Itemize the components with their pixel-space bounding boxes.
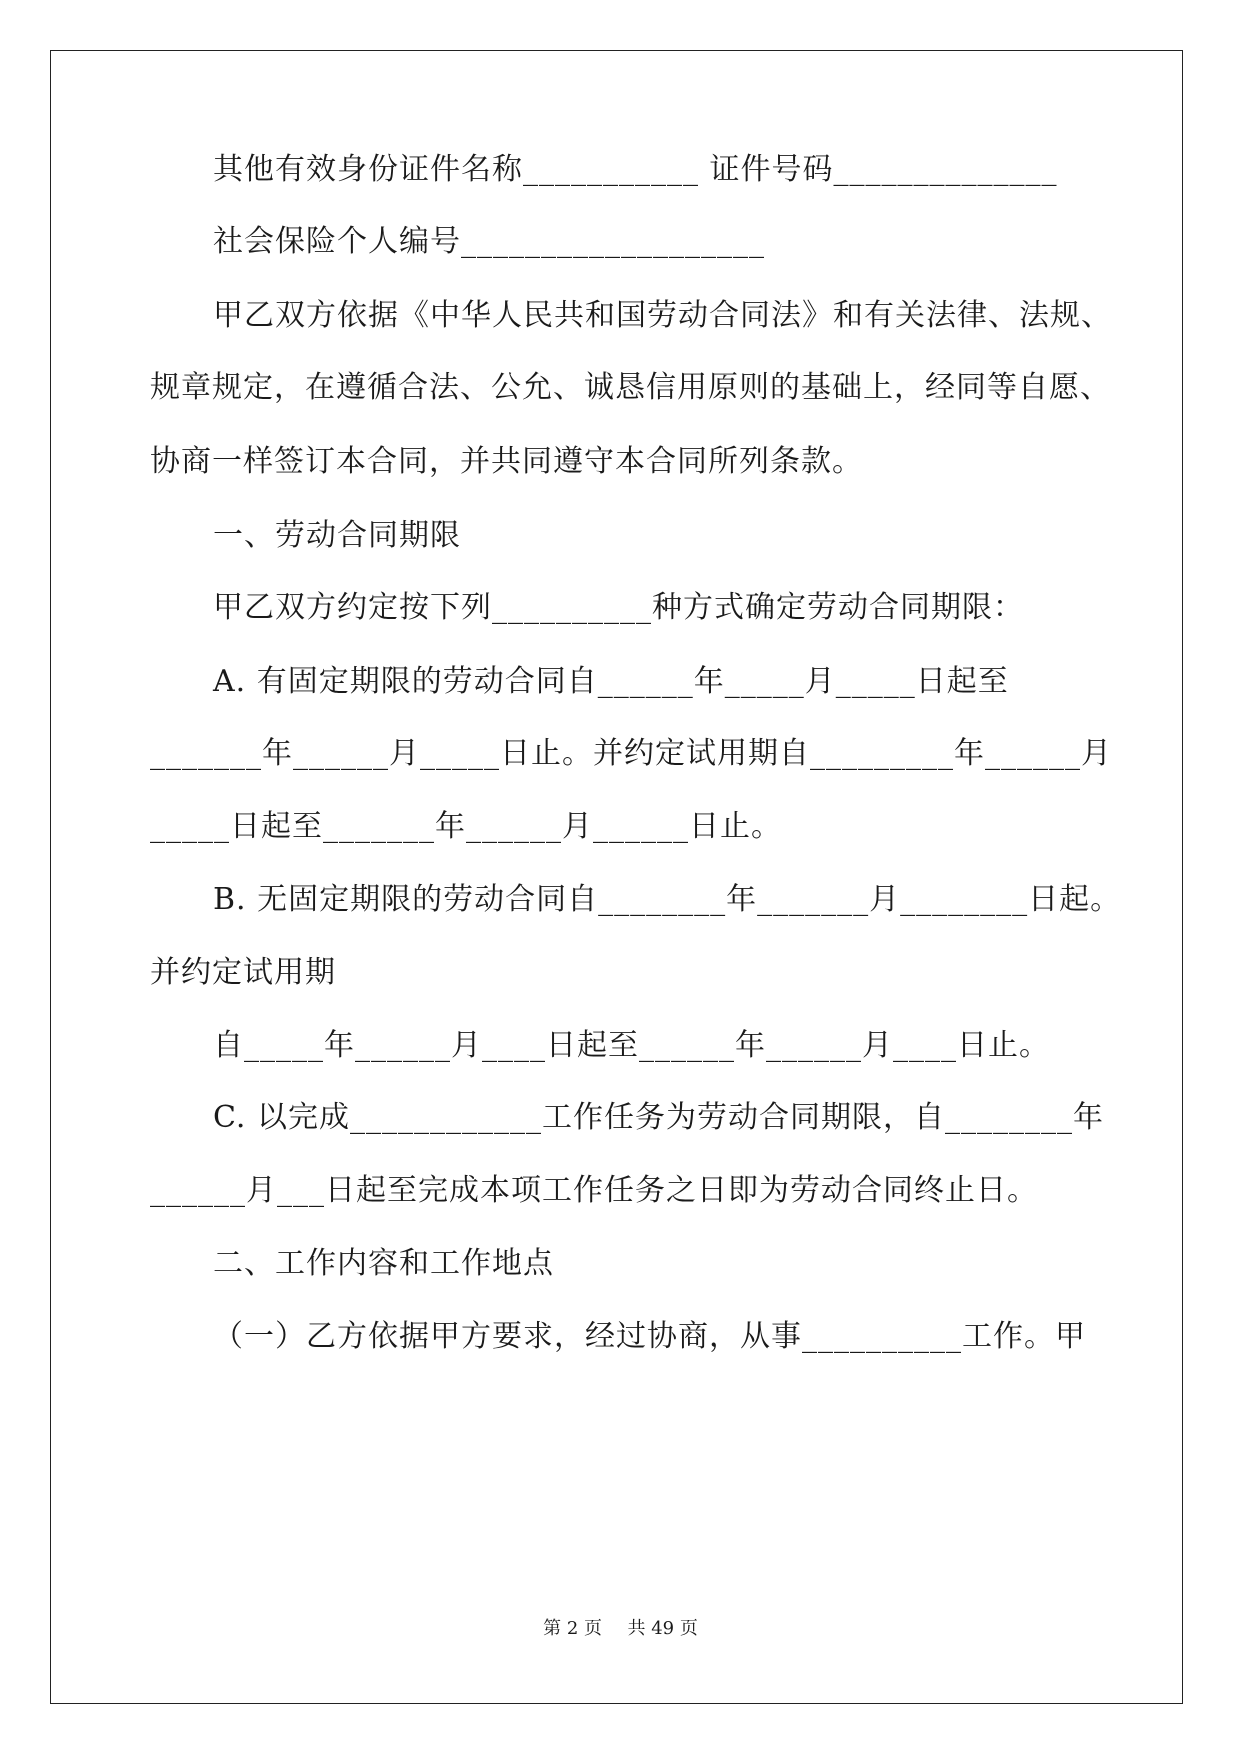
text-line-intro-3: 协商一样签订本合同，并共同遵守本合同所列条款。 xyxy=(150,444,863,479)
text-line-social-insurance: 社会保险个人编号___________________ xyxy=(213,224,765,259)
text-line-id-name: 其他有效身份证件名称___________ 证件号码______________ xyxy=(213,152,1058,187)
text-line-work-1: （一）乙方依据甲方要求，经过协商，从事__________工作。甲 xyxy=(213,1319,1086,1354)
text-line-option-c-1: C. 以完成____________工作任务为劳动合同期限，自________年 xyxy=(213,1100,1104,1135)
section-heading-work: 二、工作内容和工作地点 xyxy=(213,1246,554,1281)
section-heading-term: 一、劳动合同期限 xyxy=(213,518,461,553)
text-line-option-c-2: ______月___日起至完成本项工作任务之日即为劳动合同终止日。 xyxy=(150,1173,1038,1208)
page-number: 第 2 页 xyxy=(543,1618,603,1639)
text-line-option-b-2: 并约定试用期 xyxy=(150,955,336,990)
text-line-option-b-1: B. 无固定期限的劳动合同自________年_______月________日起。 xyxy=(213,882,1122,917)
text-line-term-method: 甲乙双方约定按下列__________种方式确定劳动合同期限： xyxy=(213,590,1024,625)
text-line-option-a-2: _______年______月_____日止。并约定试用期自_________年______月 xyxy=(150,736,1112,771)
text-line-option-a-1: A. 有固定期限的劳动合同自______年_____月_____日起至 xyxy=(213,664,1009,699)
text-line-intro-2: 规章规定，在遵循合法、公允、诚恳信用原则的基础上，经同等自愿、 xyxy=(150,370,1111,405)
text-line-intro-1: 甲乙双方依据《中华人民共和国劳动合同法》和有关法律、法规、 xyxy=(213,298,1112,333)
text-line-option-a-3: _____日起至_______年______月______日止。 xyxy=(150,809,782,844)
text-line-option-b-3: 自_____年______月____日起至______年______月____日止。 xyxy=(213,1028,1050,1063)
page-footer xyxy=(0,1614,1241,1640)
page-total: 共 49 页 xyxy=(627,1618,698,1639)
